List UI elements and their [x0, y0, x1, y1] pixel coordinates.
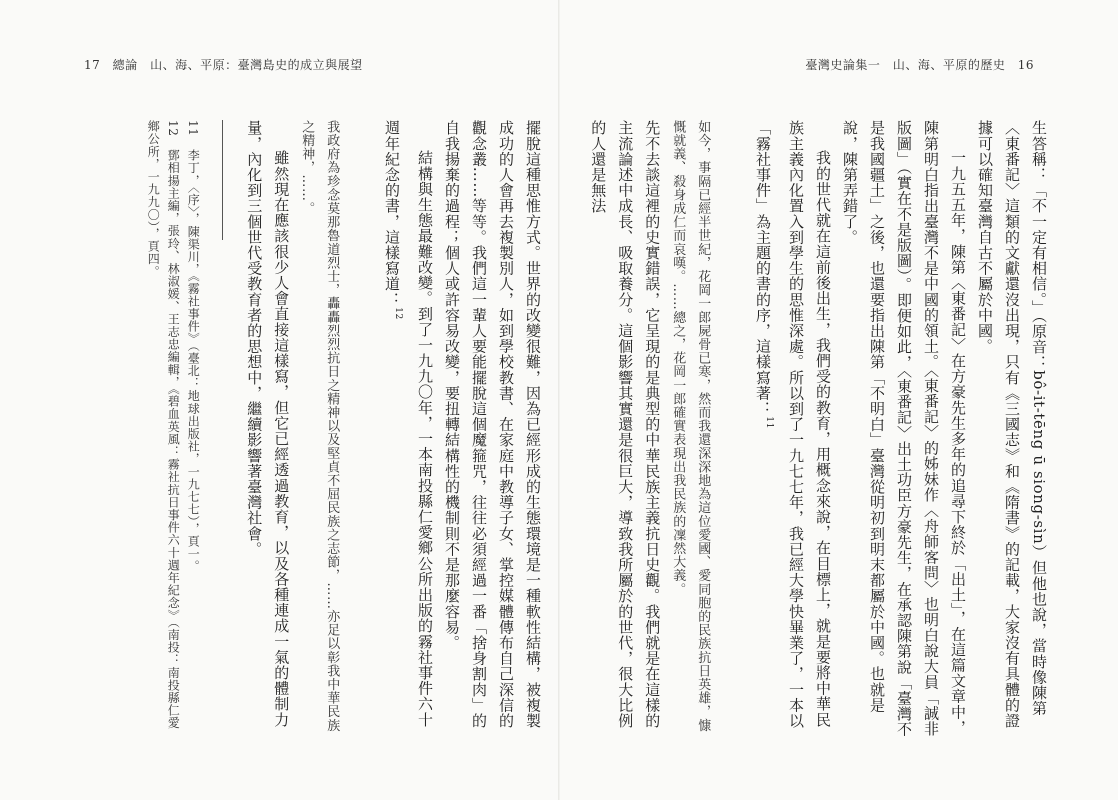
left-paragraph-4: 雖然現在應該很少人會直接這樣寫，但它已經透過教育，以及各種連成一氣的體制力量，內化到三個世代受教育者的思想中，繼續影響著臺灣社會。 [245, 120, 291, 728]
footnote-rule [222, 120, 223, 240]
right-paragraph-3-text: 我的世代就在這前後出生，我們受的教育，用概念來說，在目標上，就是要將中華民族主義內化置入到學生的思惟深處。所以到了一九七七年，我已經大學快畢業了，一本以「霧社事件」為主題的書的序，這樣寫著： [754, 120, 832, 729]
footnote-12: 12 鄧相揚主編，張玲、林淑媛、王志忠編輯，《碧血英風：霧社抗日事件六十週年紀念》（南投：南投縣仁愛鄉公所，一九九〇），頁四。 [146, 120, 181, 730]
left-page-body [76, 120, 546, 740]
right-page-number: 16 [1017, 58, 1034, 72]
right-paragraph-3 [749, 120, 836, 740]
right-running-title: 臺灣史論集一 山、海、平原的歷史 [805, 58, 1006, 72]
left-paragraph-2 [378, 120, 438, 740]
left-paragraph-1: 擺脫這種思惟方式。世界的改變很難，因為已經形成的生態環境是一種軟性結構，被複製成功的人會再去複製別人，如到學校教書、在家庭中教導子女、掌控媒體傳布自己深信的觀念叢……等等。我們這一輩人要能擺脫這個魔箍咒，往往必須經過一番「捨身割肉」的自我揚棄的過程；個人或許容易改變，要扭轉結構性的機制則不是那麼容易。 [443, 120, 542, 729]
left-running-head [76, 56, 363, 73]
footnote-ref-12: 12 [393, 307, 403, 320]
left-running-title: 總論 山、海、平原：臺灣島史的成立與展望 [112, 58, 363, 72]
page-gutter [558, 0, 560, 800]
right-paragraph-2: 一九五五年，陳第〈東番記〉在方豪先生多年的追尋下終於「出土」，在這篇文章中，陳第明白指出臺灣不是中國的領土。〈東番記〉的姊妹作〈舟師客問〉也明白說大員「誠非版圖」（實在不是版圖）。即便如此，〈東番記〉出土功臣方豪先生，在承認陳第說「臺灣不是我國疆土」之後，也還要指出陳第「不明白」臺灣從明初到明末都屬於中國。也就是說，陳第弄錯了。 [841, 120, 967, 738]
right-block-quote: 如今，事隔已經半世紀，花岡一郎屍骨已寒，然而我還深深地為這位愛國、愛同胞的民族抗日英雄，慷慨就義、殺身成仁而哀嘆。……總之，花岡一郎確實表現出我民族的凜然大義。 [670, 120, 711, 732]
right-page-body [589, 120, 1052, 740]
footnote-ref-11: 11 [764, 416, 774, 430]
left-paragraph-2-text: 結構與生態最難改變。到了一九九〇年，一本南投縣仁愛鄉公所出版的霧社事件六十週年紀念的書，這樣寫道： [383, 120, 434, 728]
right-paragraph-5: 先不去談這裡的史實錯誤，它呈現的是典型的中華民族主義抗日史觀。我們就是在這樣的主流論述中成長、吸取養分。這個影響其實還是很巨大，導致我所屬於的世代，很大比例的人還是無法 [589, 120, 662, 729]
right-paragraph-1: 生答稱：「不一定有相信。」（原音：bô-it-tēng ū siong-sìn）但他也說，當時像陳第〈東番記〉這類的文獻還沒出現，只有《三國志》和《隋書》的記載，大家沒有具體的證據可以確知臺灣自古不屬於中國。 [976, 120, 1048, 729]
left-page-number: 17 [84, 58, 101, 72]
right-running-head [805, 56, 1042, 73]
left-block-quote: 我政府為珍念莫那魯道烈士，轟轟烈烈抗日之精神以及堅貞不屈民族之志節，……亦足以彰我中華民族之精神，……。 [299, 120, 340, 732]
footnote-11: 11 李丁，〈序〉，陳渠川，《霧社事件》（臺北：地球出版社，一九七七），頁一。 [186, 120, 201, 573]
